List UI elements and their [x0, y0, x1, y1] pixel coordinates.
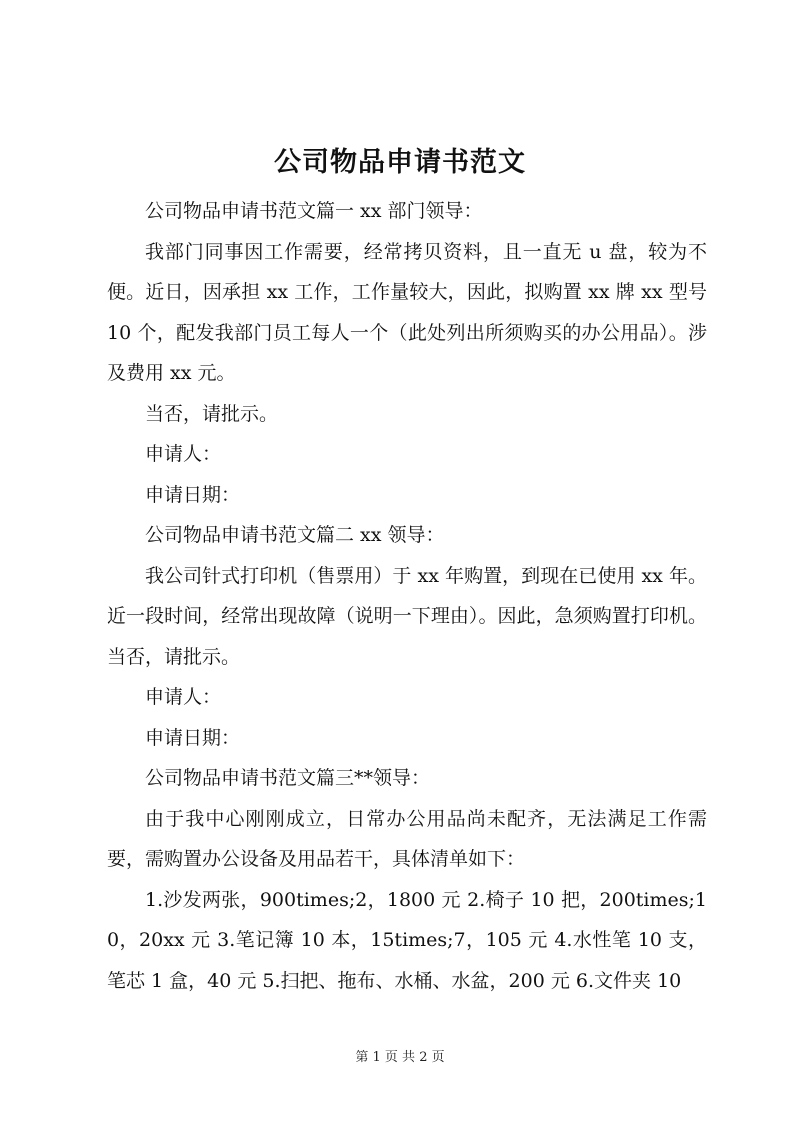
paragraph-letter-one-body: 我部门同事因工作需要，经常拷贝资料，且一直无 u 盘，较为不便。近日，因承担 xx 工作，工作量较大，因此，拟购置 xx 牌 xx 型号 10 个，配发我部门员工每人一个（此处列出所须购买的办公用品）。涉及费用 xx 元。 [107, 240, 707, 384]
paragraph-letter-three-body: 由于我中心刚刚成立，日常办公用品尚未配齐，无法满足工作需要，需购置办公设备及用品若干，具体清单如下： [107, 807, 707, 870]
paragraph-letter-one-applicant: 申请人： [145, 443, 222, 465]
paragraph-letter-three-salutation: 公司物品申请书范文篇三**领导： [145, 767, 431, 789]
paragraph-letter-two-body: 我公司针式打印机（售票用）于 xx 年购置，到现在已使用 xx 年。近一段时间，经常出现故障（说明一下理由）。因此，急须购置打印机。当否，请批示。 [107, 564, 707, 668]
document-body [107, 191, 707, 1001]
page-number-footer: 第 1 页 共 2 页 [355, 1050, 445, 1065]
paragraph-letter-one-date: 申请日期： [145, 483, 241, 506]
document-title: 公司物品申请书范文 [274, 147, 526, 178]
paragraph-letter-one-closing: 当否，请批示。 [145, 402, 279, 425]
paragraph-letter-two-applicant: 申请人： [145, 686, 222, 708]
paragraph-letter-one-salutation: 公司物品申请书范文篇一 xx 部门领导： [145, 200, 483, 222]
paragraph-letter-two-salutation: 公司物品申请书范文篇二 xx 领导： [145, 524, 445, 546]
paragraph-letter-two-date: 申请日期： [145, 726, 241, 749]
paragraph-letter-three-list: 1.沙发两张，900times;2，1800 元 2.椅子 10 把，200times;10，20xx 元 3.笔记簿 10 本，15times;7，105 元 4.水性笔 10 支，笔芯 1 盒，40 元 5.扫把、拖布、水桶、水盆，200 元 6.文件夹 10 [107, 888, 707, 992]
